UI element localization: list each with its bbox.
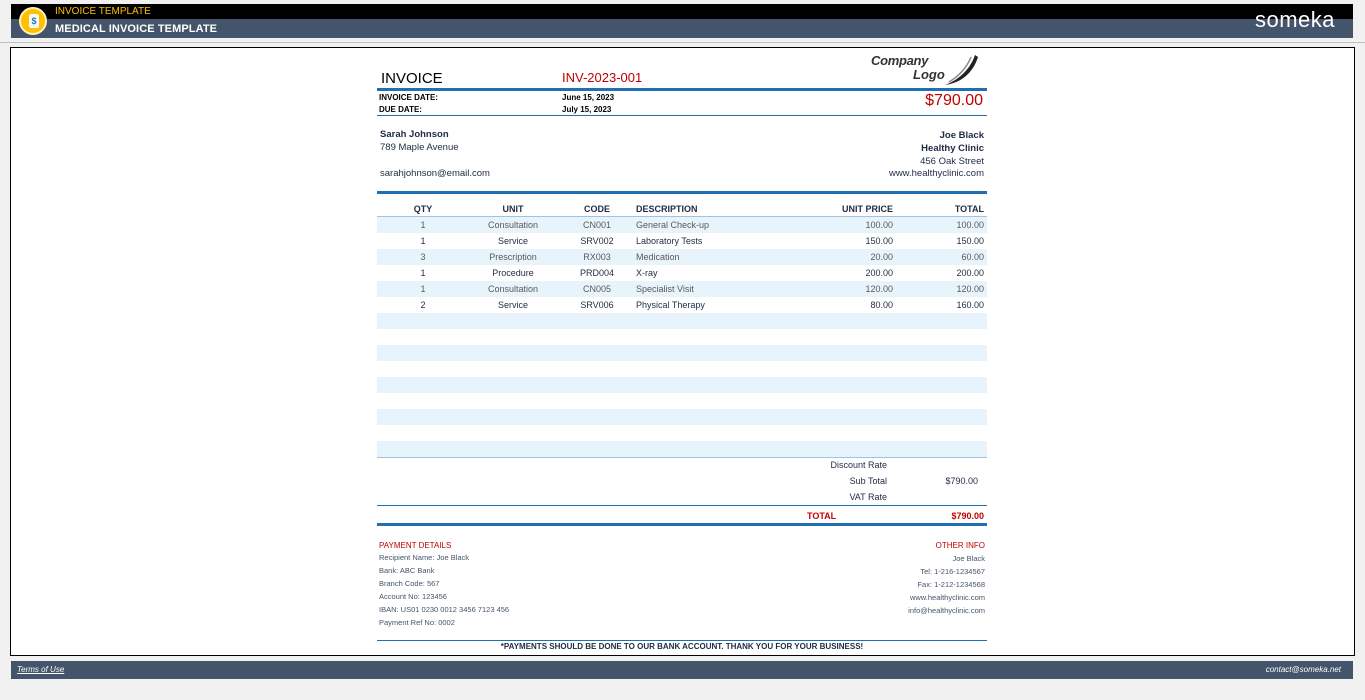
discount-label: Discount Rate — [830, 460, 887, 470]
total-value: $790.00 — [951, 511, 984, 521]
table-row[interactable] — [377, 345, 987, 361]
other-info-line[interactable]: Fax: 1-212-1234568 — [917, 580, 985, 589]
logo-swoosh-icon — [941, 53, 979, 87]
subtotal-label: Sub Total — [849, 476, 887, 486]
cell-unit-price[interactable]: 80.00 — [870, 300, 893, 310]
cell-qty[interactable]: 1 — [420, 284, 426, 294]
cell-total[interactable]: 150.00 — [956, 236, 984, 246]
brand-logo[interactable]: someka — [1254, 7, 1335, 32]
table-row[interactable] — [377, 393, 987, 409]
cell-code[interactable]: CN001 — [582, 220, 611, 230]
amount-due: $790.00 — [925, 92, 983, 109]
cell-unit[interactable]: Procedure — [492, 268, 534, 278]
other-info-line[interactable]: Joe Black — [952, 554, 985, 563]
cell-unit[interactable]: Consultation — [487, 220, 539, 230]
cell-code[interactable]: RX003 — [583, 252, 611, 262]
payment-top-divider — [377, 523, 987, 526]
cell-unit[interactable]: Service — [497, 300, 528, 310]
other-info-line[interactable]: info@healthyclinic.com — [908, 606, 985, 615]
table-row[interactable] — [377, 377, 987, 393]
invoice-document — [377, 47, 987, 654]
due-date-value[interactable]: July 15, 2023 — [562, 105, 612, 114]
table-header — [377, 202, 987, 217]
table-row[interactable] — [377, 441, 987, 457]
table-row[interactable] — [377, 313, 987, 329]
cell-total[interactable]: 160.00 — [956, 300, 984, 310]
cell-total[interactable]: 200.00 — [956, 268, 984, 278]
header-separator — [0, 42, 1365, 43]
customer-email[interactable]: sarahjohnson@email.com — [380, 168, 490, 179]
footer-divider — [377, 640, 987, 641]
table-row[interactable] — [377, 329, 987, 345]
provider-website[interactable]: www.healthyclinic.com — [888, 168, 984, 179]
payment-detail-line[interactable]: Account No: 123456 — [379, 592, 447, 601]
other-info-title: OTHER INFO — [935, 541, 985, 550]
items-table — [377, 202, 987, 457]
document-icon — [29, 14, 39, 28]
cell-qty[interactable]: 1 — [420, 236, 426, 246]
provider-name[interactable]: Joe Black — [939, 130, 984, 141]
company-logo[interactable] — [869, 51, 981, 89]
payment-detail-line[interactable]: Bank: ABC Bank — [379, 566, 435, 575]
other-info-line[interactable]: www.healthyclinic.com — [909, 593, 985, 602]
cell-description[interactable]: General Check-up — [636, 220, 710, 230]
col-total: TOTAL — [954, 204, 984, 214]
cell-unit-price[interactable]: 200.00 — [865, 268, 893, 278]
table-row[interactable] — [377, 265, 987, 281]
col-qty: QTY — [413, 204, 433, 214]
cell-unit[interactable]: Consultation — [487, 284, 539, 294]
total-label: TOTAL — [807, 511, 837, 521]
table-row[interactable] — [377, 233, 987, 249]
table-row[interactable] — [377, 297, 987, 313]
payment-detail-line[interactable]: Recipient Name: Joe Black — [379, 553, 470, 562]
cell-qty[interactable]: 2 — [420, 300, 426, 310]
cell-qty[interactable]: 1 — [420, 268, 426, 278]
cell-unit-price[interactable]: 100.00 — [865, 220, 893, 230]
table-row[interactable] — [377, 281, 987, 297]
provider-address[interactable]: 456 Oak Street — [920, 156, 984, 167]
payment-detail-line[interactable]: IBAN: US01 0230 0012 3456 7123 456 — [379, 605, 510, 614]
invoice-title: INVOICE — [381, 70, 443, 87]
table-body — [377, 217, 987, 457]
subtotal-value: $790.00 — [945, 476, 978, 486]
cell-description[interactable]: Medication — [636, 252, 680, 262]
company-logo-line1: Company — [871, 53, 929, 68]
table-row[interactable] — [377, 249, 987, 265]
cell-unit-price[interactable]: 20.00 — [870, 252, 893, 262]
payment-detail-line[interactable]: Payment Ref No: 0002 — [379, 618, 455, 627]
table-row[interactable] — [377, 425, 987, 441]
col-unit: UNIT — [502, 204, 524, 214]
cell-qty[interactable]: 1 — [420, 220, 426, 230]
invoice-date-label: INVOICE DATE: — [379, 93, 438, 102]
table-row[interactable] — [377, 409, 987, 425]
contact-email[interactable]: contact@someka.net — [1265, 665, 1341, 674]
vat-label: VAT Rate — [849, 492, 887, 502]
cell-unit[interactable]: Prescription — [489, 252, 537, 262]
cell-code[interactable]: PRD004 — [579, 268, 615, 278]
cell-unit-price[interactable]: 150.00 — [865, 236, 893, 246]
cell-code[interactable]: SRV002 — [580, 236, 614, 246]
terms-of-use-link[interactable]: Terms of Use — [17, 665, 65, 674]
cell-total[interactable]: 120.00 — [956, 284, 984, 294]
invoice-dollar-icon — [19, 7, 47, 35]
col-code: CODE — [583, 204, 610, 214]
cell-code[interactable]: CN005 — [582, 284, 611, 294]
title-divider — [377, 88, 987, 91]
payment-detail-line[interactable]: Branch Code: 567 — [379, 579, 440, 588]
payment-details-title: PAYMENT DETAILS — [379, 541, 452, 550]
other-info-line[interactable]: Tel: 1-216-1234567 — [920, 567, 985, 576]
footer-note: *PAYMENTS SHOULD BE DONE TO OUR BANK ACCOUNT. THANK YOU FOR YOUR BUSINESS! — [500, 642, 864, 651]
col-description: DESCRIPTION — [636, 204, 698, 214]
due-date-label: DUE DATE: — [379, 105, 422, 114]
cell-unit[interactable]: Service — [497, 236, 528, 246]
col-unit-price: UNIT PRICE — [841, 204, 893, 214]
cell-description[interactable]: Physical Therapy — [636, 300, 705, 310]
app-header — [11, 4, 1353, 38]
company-logo-line2: Logo — [913, 67, 945, 82]
cell-code[interactable]: SRV006 — [580, 300, 614, 310]
cell-unit-price[interactable]: 120.00 — [865, 284, 893, 294]
dollar-icon: $ — [31, 16, 37, 26]
table-row[interactable] — [377, 361, 987, 377]
invoice-date-value[interactable]: June 15, 2023 — [562, 93, 615, 102]
header-top-strip — [11, 4, 1353, 19]
provider-company[interactable]: Healthy Clinic — [921, 143, 984, 154]
footer-bar — [11, 661, 1353, 679]
cell-description[interactable]: Specialist Visit — [636, 284, 694, 294]
table-bottom-divider — [377, 457, 987, 458]
table-top-divider — [377, 191, 987, 194]
total-divider — [377, 505, 987, 506]
cell-total[interactable]: 100.00 — [956, 220, 984, 230]
meta-divider — [377, 115, 987, 116]
template-title: MEDICAL INVOICE TEMPLATE — [55, 23, 218, 35]
table-row[interactable] — [377, 217, 987, 233]
customer-name[interactable]: Sarah Johnson — [380, 129, 449, 140]
cell-qty[interactable]: 3 — [420, 252, 426, 262]
cell-description[interactable]: Laboratory Tests — [636, 236, 703, 246]
app-title: INVOICE TEMPLATE — [55, 6, 151, 17]
cell-total[interactable]: 60.00 — [961, 252, 984, 262]
customer-address[interactable]: 789 Maple Avenue — [380, 142, 459, 153]
invoice-number[interactable]: INV-2023-001 — [562, 70, 643, 85]
cell-description[interactable]: X-ray — [636, 268, 658, 278]
